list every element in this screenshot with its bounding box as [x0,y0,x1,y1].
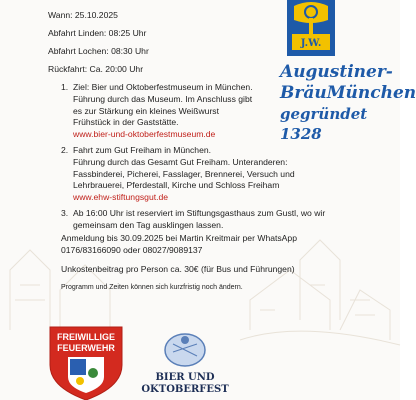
item-line: Ab 16:00 Uhr ist reserviert im Stiftungsgasthaus zum Gustl, wo wir [73,207,326,218]
cost-line: Unkostenbeitrag pro Person ca. 30€ (für Bus und Führungen) [61,264,295,274]
museum-link[interactable]: www.bier-und-oktoberfestmuseum.de [73,129,216,140]
item-line: Fahrt zum Gut Freiham in München. [73,144,212,155]
depart-lochen: Abfahrt Lochen: 08:30 Uhr [48,46,149,56]
stiftungsgut-link[interactable]: www.ehw-stiftungsgut.de [73,192,169,203]
return-time: Rückfahrt: Ca. 20:00 Uhr [48,64,144,74]
item-line: Frühstück in der Gaststätte. [73,117,179,128]
museum-line-1: BIER UND [155,372,215,383]
feuerwehr-line-2: FEUERWEHR [57,343,115,353]
feuerwehr-crest [46,325,126,400]
item-number: 3. [61,207,69,218]
item-line: Führung durch das Museum. Im Anschluss gibt [73,93,253,104]
augustiner-line-3: gegründet 1328 [280,105,368,143]
depart-linden: Abfahrt Linden: 08:25 Uhr [48,28,147,38]
augustiner-line-1: Augustiner- [280,62,393,82]
museum-line-2: OKTOBERFEST [141,384,229,395]
item-line: es zur Stärkung ein kleines Weißwurst [73,105,219,116]
augustiner-emblem [284,0,338,60]
bier-oktoberfest-museum-logo [141,330,229,400]
item-number: 1. [61,82,69,92]
augustiner-line-2: BräuMünchen [280,83,416,103]
item-number: 2. [61,144,69,155]
list-item [61,207,383,232]
augustiner-monogram: J.W. [300,38,322,49]
item-line: Führung durch das Gesamt Gut Freiham. Unteranderen: [73,156,288,167]
item-line: Ziel: Bier und Oktoberfestmuseum in München. [73,82,253,92]
item-line: Lehrbrauerei, Pferdestall, Kirche und Schloss Freiham [73,180,280,191]
item-line: gemeinsam den Tag ausklingen lassen. [73,219,224,230]
disclaimer-note: Programm und Zeiten können sich kurzfristig noch ändern. [61,284,243,291]
item-line: Fassbinderei, Picherei, Fasslager, Brennerei, Versuch und [73,168,295,179]
list-item [61,144,383,204]
augustiner-wordmark [280,62,416,144]
feuerwehr-line-1: FREIWILLIGE [57,332,115,342]
registration-line-1: Anmeldung bis 30.09.2025 bei Martin Kreitmair per WhatsApp [61,233,297,243]
registration-line-2: 0176/83166090 oder 08027/9089137 [61,245,203,255]
augustiner-logo [280,0,416,143]
event-date: Wann: 25.10.2025 [48,10,118,20]
